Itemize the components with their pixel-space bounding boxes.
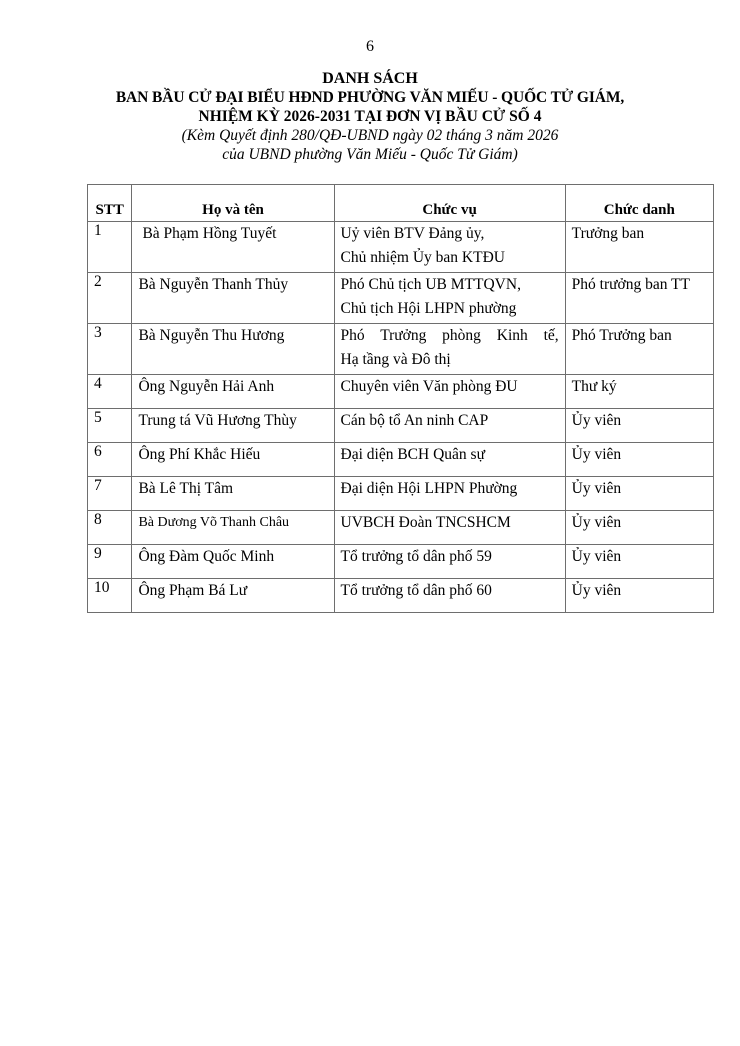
- table-row: [88, 511, 714, 545]
- table-row: [88, 375, 714, 409]
- header-position: Chức vụ: [334, 185, 565, 222]
- cell-title: Ủy viên: [565, 409, 713, 443]
- cell-title: Ủy viên: [565, 579, 713, 613]
- cell-position: Tổ trưởng tổ dân phố 60: [334, 579, 565, 613]
- document-title: DANH SÁCH: [322, 70, 418, 87]
- cell-stt: 3: [88, 324, 132, 375]
- cell-stt: 6: [88, 443, 132, 477]
- page-number: 6: [366, 38, 374, 55]
- cell-position: UVBCH Đoàn TNCSHCM: [334, 511, 565, 545]
- cell-position: Chuyên viên Văn phòng ĐU: [334, 375, 565, 409]
- cell-position: Uỷ viên BTV Đảng ủy, Chủ nhiệm Ủy ban KTĐU: [334, 222, 565, 273]
- cell-name: Bà Lê Thị Tâm: [132, 477, 334, 511]
- members-table: [87, 184, 714, 613]
- table-row: [88, 443, 714, 477]
- table-row: [88, 545, 714, 579]
- cell-name: Bà Nguyễn Thanh Thủy: [132, 273, 334, 324]
- cell-position: Đại diện BCH Quân sự: [334, 443, 565, 477]
- cell-title: Thư ký: [565, 375, 713, 409]
- cell-position: Phó Chủ tịch UB MTTQVN, Chủ tịch Hội LHPN phường: [334, 273, 565, 324]
- table-row: [88, 324, 714, 375]
- cell-title: Trưởng ban: [565, 222, 713, 273]
- header-title: Chức danh: [565, 185, 713, 222]
- cell-position: Đại diện Hội LHPN Phường: [334, 477, 565, 511]
- table-row: [88, 273, 714, 324]
- decision-reference-line-2: của UBND phường Văn Miếu - Quốc Tử Giám): [222, 146, 518, 163]
- cell-title: Ủy viên: [565, 477, 713, 511]
- cell-title: Ủy viên: [565, 511, 713, 545]
- cell-title: Phó Trưởng ban: [565, 324, 713, 375]
- document-subtitle-line-2: NHIỆM KỲ 2026-2031 TẠI ĐƠN VỊ BẦU CỬ SỐ 4: [198, 108, 542, 125]
- cell-stt: 4: [88, 375, 132, 409]
- cell-name: Ông Phí Khắc Hiếu: [132, 443, 334, 477]
- decision-reference-line-1: (Kèm Quyết định 280/QĐ-UBND ngày 02 tháng 3 năm 2026: [181, 127, 559, 144]
- cell-position: Cán bộ tổ An ninh CAP: [334, 409, 565, 443]
- cell-name: Ông Phạm Bá Lư: [132, 579, 334, 613]
- cell-stt: 2: [88, 273, 132, 324]
- header-name: Họ và tên: [132, 185, 334, 222]
- cell-title: Phó trưởng ban TT: [565, 273, 713, 324]
- cell-name: Trung tá Vũ Hương Thùy: [132, 409, 334, 443]
- cell-stt: 9: [88, 545, 132, 579]
- document-subtitle-line-1: BAN BẦU CỬ ĐẠI BIỂU HĐND PHƯỜNG VĂN MIẾU - QUỐC TỬ GIÁM,: [115, 89, 625, 106]
- cell-position: Phó Trưởng phòng Kinh tế, Hạ tầng và Đô thị: [334, 324, 565, 375]
- cell-stt: 7: [88, 477, 132, 511]
- table-row: [88, 477, 714, 511]
- cell-stt: 1: [88, 222, 132, 273]
- table-row: [88, 579, 714, 613]
- cell-name: Ông Nguyễn Hải Anh: [132, 375, 334, 409]
- cell-stt: 10: [88, 579, 132, 613]
- document-header: [0, 70, 740, 164]
- cell-name: Bà Dương Võ Thanh Châu: [132, 511, 334, 545]
- cell-name: Bà Phạm Hồng Tuyết: [132, 222, 334, 273]
- table-row: [88, 409, 714, 443]
- cell-stt: 8: [88, 511, 132, 545]
- table-header-row: [88, 185, 714, 222]
- cell-title: Ủy viên: [565, 443, 713, 477]
- cell-name: Bà Nguyễn Thu Hương: [132, 324, 334, 375]
- cell-position: Tổ trưởng tổ dân phố 59: [334, 545, 565, 579]
- header-stt: STT: [88, 185, 132, 222]
- cell-stt: 5: [88, 409, 132, 443]
- cell-title: Ủy viên: [565, 545, 713, 579]
- table-row: [88, 222, 714, 273]
- cell-name: Ông Đàm Quốc Minh: [132, 545, 334, 579]
